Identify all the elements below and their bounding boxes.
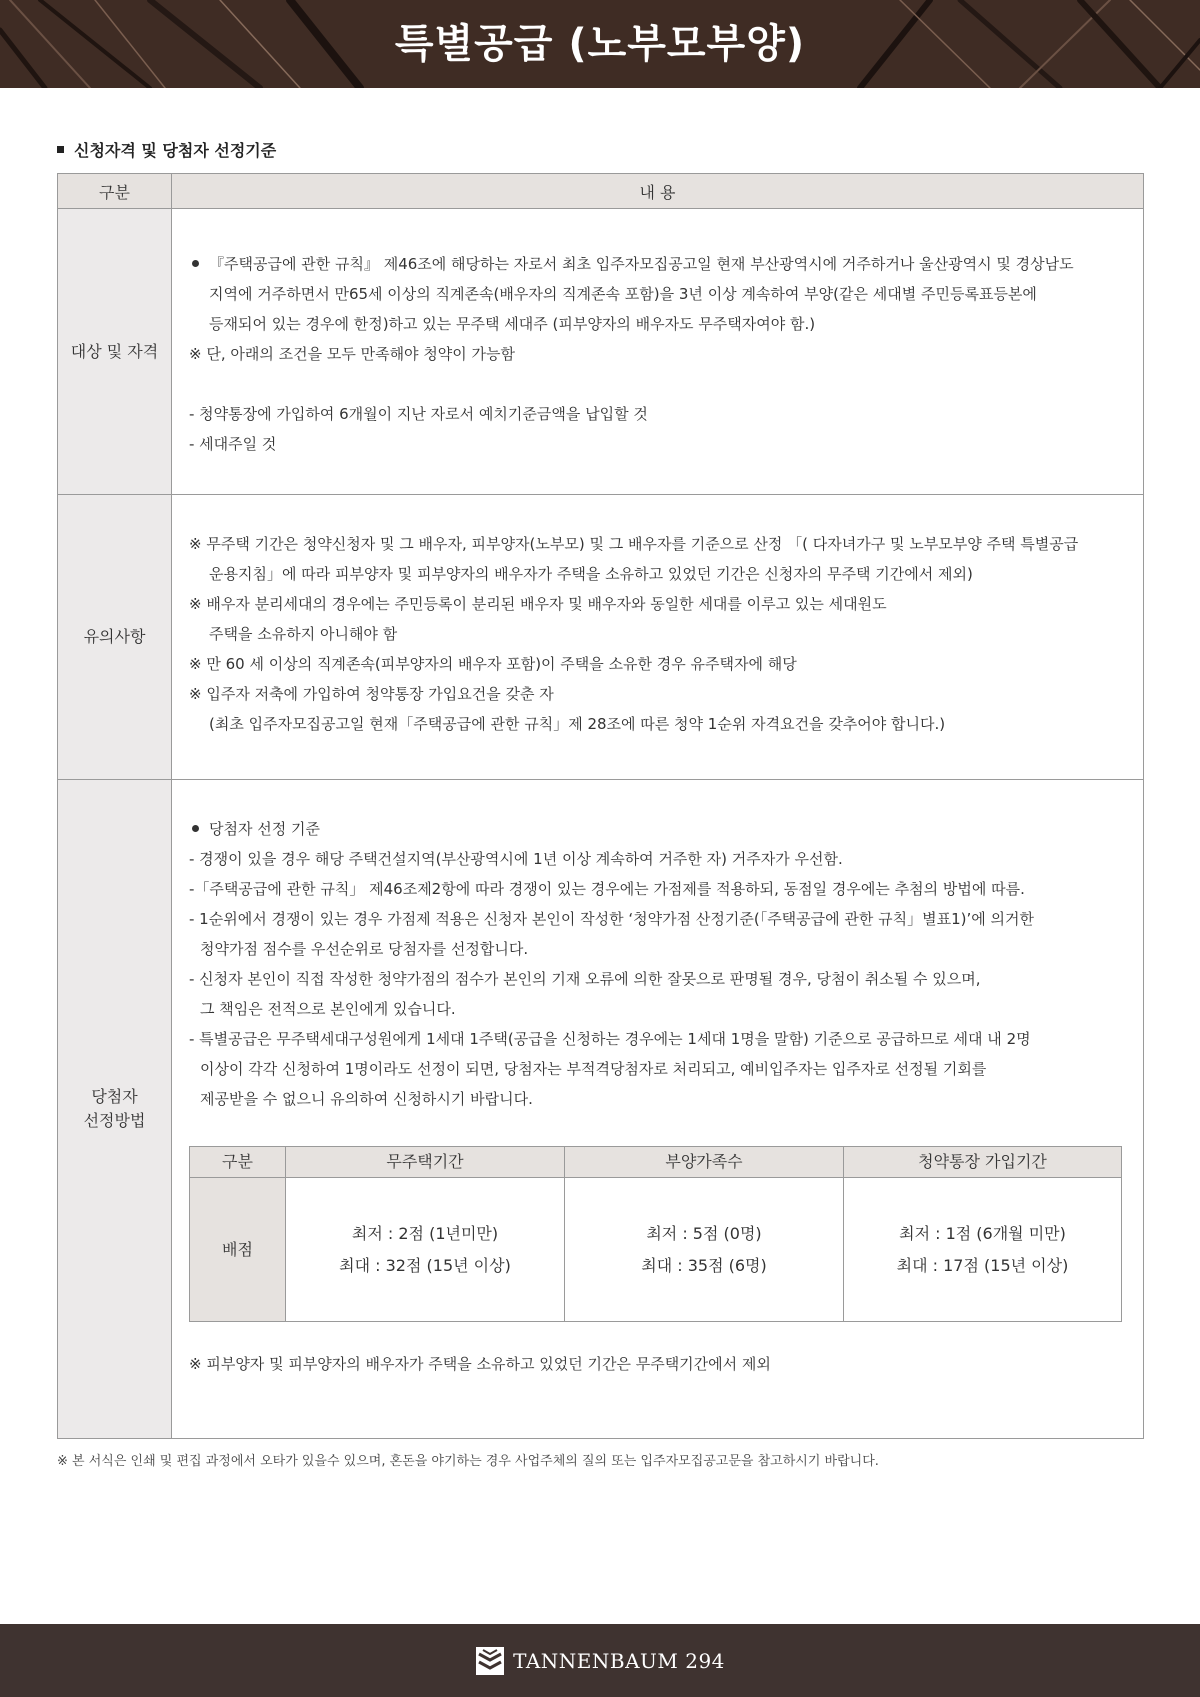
list-item-continuation: 지역에 거주하면서 만65세 이상의 직계존속(배우자의 직계존속 포함)을 3년 이상 계속하여 부양(같은 세대별 주민등록표등본에: [209, 285, 1037, 303]
note-item-continuation: (최초 입주자모집공고일 현재「주택공급에 관한 규칙」제 28조에 따른 청약 1순위 자격요건을 갖추어야 합니다.): [209, 715, 946, 733]
page-title: 특별공급 (노부모부양): [394, 21, 806, 67]
score-header-dependents: 부양가족수: [565, 1147, 844, 1178]
list-item: - 경쟁이 있을 경우 해당 주택건설지역(부산광역시에 1년 이상 계속하여 거주한 자) 거주자가 우선함.: [189, 850, 843, 868]
footer-bar: [0, 1624, 1200, 1697]
score-header-category: 구분: [190, 1147, 286, 1178]
note-item: ※ 무주택 기간은 청약신청자 및 그 배우자, 피부양자(노부모) 및 그 배우자를 기준으로 산정 「( 다자녀가구 및 노부모부양 주택 특별공급: [189, 535, 1079, 553]
footer-brand: [0, 1624, 1200, 1697]
table-header-row: [58, 174, 1144, 209]
note-item-continuation: 운용지침」에 따라 피부양자 및 피부양자의 배우자가 주택을 소유하고 있었던 기간은 신청자의 무주택 기간에서 제외): [209, 565, 973, 583]
score-cell-homeless-period: 최저 : 2점 (1년미만) 최대 : 32점 (15년 이상): [286, 1178, 565, 1322]
row-content-notes: [172, 495, 1144, 780]
score-cell-dependents: 최저 : 5점 (0명) 최대 : 35점 (6명): [565, 1178, 844, 1322]
score-table-header-row: [190, 1147, 1122, 1178]
section-title: [57, 138, 276, 161]
row-content-eligibility: [172, 209, 1144, 495]
bullet-dot-icon: [192, 260, 199, 267]
list-item: 『주택공급에 관한 규칙』 제46조에 해당하는 자로서 최초 입주자모집공고일 현재 부산광역시에 거주하거나 울산광역시 및 경상남도: [189, 249, 1127, 279]
score-note: ※ 피부양자 및 피부양자의 배우자가 주택을 소유하고 있었던 기간은 무주택기간에서 제외: [189, 1355, 771, 1373]
note-item: ※ 만 60 세 이상의 직계존속(피부양자의 배우자 포함)이 주택을 소유한 경우 유주택자에 해당: [189, 655, 797, 673]
list-item-continuation: 청약가점 점수를 우선순위로 당첨자를 선정합니다.: [200, 940, 529, 958]
row-content-selection: [172, 780, 1144, 1439]
header-banner: [0, 0, 1200, 88]
criteria-table: [57, 173, 1144, 1439]
list-item-continuation: 이상이 각각 신청하여 1명이라도 선정이 되면, 당첨자는 부적격당첨자로 처리되고, 예비입주자는 입주자로 선정될 기회를: [200, 1060, 987, 1078]
table-row-notes: [58, 495, 1144, 780]
score-header-account-period: 청약통장 가입기간: [844, 1147, 1122, 1178]
list-item: -「주택공급에 관한 규칙」 제46조제2항에 따라 경쟁이 있는 경우에는 가점제를 적용하되, 동점일 경우에는 추첨의 방법에 따름.: [189, 880, 1025, 898]
section-title-text: 신청자격 및 당첨자 선정기준: [74, 141, 277, 160]
row-label-notes: 유의사항: [58, 495, 172, 780]
list-item: - 특별공급은 무주택세대구성원에게 1세대 1주택(공급을 신청하는 경우에는 1세대 1명을 말함) 기준으로 공급하므로 세대 내 2명: [189, 1030, 1031, 1048]
condition-note: ※ 단, 아래의 조건을 모두 만족해야 청약이 가능함: [189, 345, 516, 363]
list-item-continuation: 그 책임은 전적으로 본인에게 있습니다.: [200, 1000, 456, 1018]
score-table-row: [190, 1178, 1122, 1322]
note-item-continuation: 주택을 소유하지 아니해야 함: [209, 625, 398, 643]
brand-name: TANNENBAUM 294: [513, 1648, 725, 1673]
row-label-selection: 당첨자 선정방법: [58, 780, 172, 1439]
score-cell-account-period: 최저 : 1점 (6개월 미만) 최대 : 17점 (15년 이상): [844, 1178, 1122, 1322]
row-label-eligibility: 대상 및 자격: [58, 209, 172, 495]
score-header-homeless-period: 무주택기간: [286, 1147, 565, 1178]
list-item-continuation: 등재되어 있는 경우에 한정)하고 있는 무주택 세대주 (피부양자의 배우자도 무주택자여야 함.): [209, 315, 816, 333]
score-row-label: 배점: [190, 1178, 286, 1322]
list-item: 당첨자 선정 기준: [189, 814, 1127, 844]
list-item-continuation: 제공받을 수 없으니 유의하여 신청하시기 바랍니다.: [200, 1090, 533, 1108]
square-bullet-icon: [57, 146, 64, 153]
list-item: - 세대주일 것: [189, 435, 277, 453]
note-item: ※ 입주자 저축에 가입하여 청약통장 가입요건을 갖춘 자: [189, 685, 554, 703]
table-row-selection: [58, 780, 1144, 1439]
column-header-content: 내 용: [172, 174, 1144, 209]
list-item: - 청약통장에 가입하여 6개월이 지난 자로서 예치기준금액을 납입할 것: [189, 405, 648, 423]
bullet-dot-icon: [192, 825, 199, 832]
disclaimer-footnote: ※ 본 서식은 인쇄 및 편집 과정에서 오타가 있을수 있으며, 혼돈을 야기하는 경우 사업주체의 질의 또는 입주자모집공고문을 참고하시기 바랍니다.: [57, 1454, 879, 1469]
note-item: ※ 배우자 분리세대의 경우에는 주민등록이 분리된 배우자 및 배우자와 동일한 세대를 이루고 있는 세대원도: [189, 595, 887, 613]
table-row-eligibility: [58, 209, 1144, 495]
score-table: [189, 1146, 1122, 1322]
list-item: - 1순위에서 경쟁이 있는 경우 가점제 적용은 신청자 본인이 작성한 ‘청약가점 산정기준(「주택공급에 관한 규칙」별표1)’에 의거한: [189, 910, 1035, 928]
tannenbaum-logo-icon: [475, 1646, 505, 1676]
list-item: - 신청자 본인이 직접 작성한 청약가점의 점수가 본인의 기재 오류에 의한 잘못으로 판명될 경우, 당첨이 취소될 수 있으며,: [189, 970, 981, 988]
column-header-category: 구분: [58, 174, 172, 209]
